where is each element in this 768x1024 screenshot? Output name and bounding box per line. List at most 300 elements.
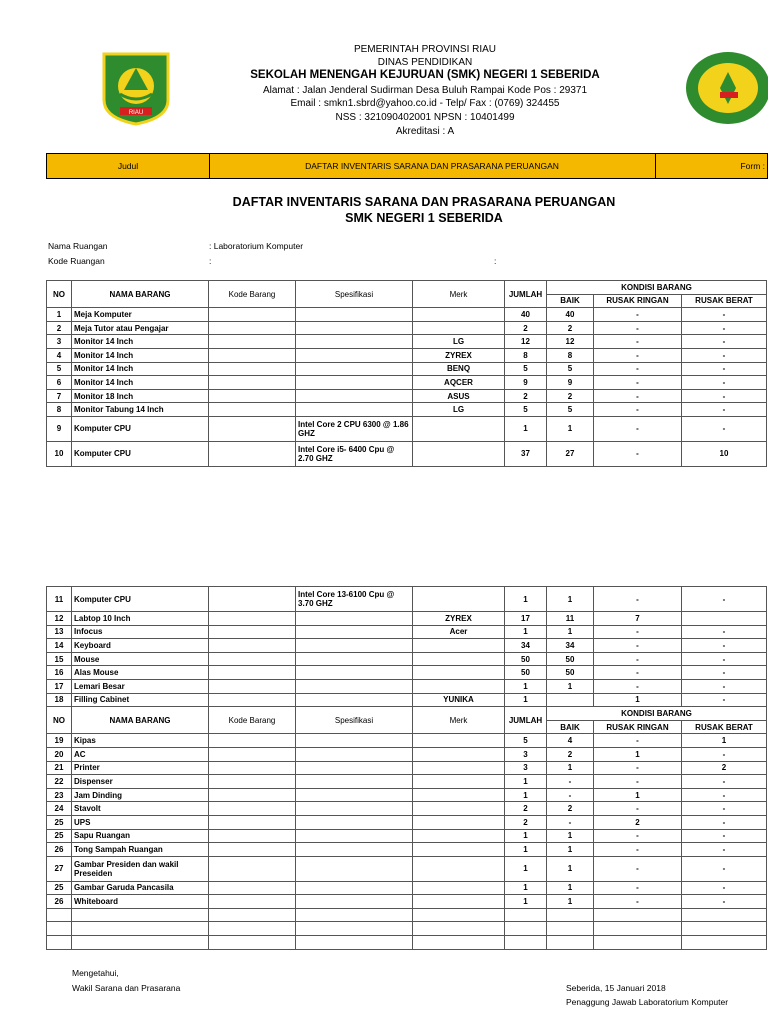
col-code: Kode Barang [209, 707, 296, 734]
row-item-code [209, 389, 296, 403]
row-brand [413, 788, 505, 802]
row-light-damage: 1 [594, 788, 682, 802]
row-brand: BENQ [413, 362, 505, 376]
inventory-table-1 [46, 280, 767, 467]
row-no: 21 [47, 761, 72, 775]
row-good: 5 [547, 362, 594, 376]
row-good: 2 [547, 747, 594, 761]
row-no: 20 [47, 747, 72, 761]
row-brand [413, 881, 505, 895]
row-qty: 5 [505, 362, 547, 376]
row-item-code [209, 693, 296, 707]
table-row [47, 802, 767, 816]
row-spec [296, 666, 413, 680]
row-qty: 1 [505, 693, 547, 707]
row-brand [413, 666, 505, 680]
row-light-damage [594, 922, 682, 936]
row-heavy-damage: - [682, 335, 767, 349]
row-spec [296, 843, 413, 857]
row-heavy-damage: - [682, 856, 767, 881]
row-good [547, 936, 594, 950]
row-light-damage: - [594, 881, 682, 895]
row-heavy-damage: - [682, 829, 767, 843]
row-good: 12 [547, 335, 594, 349]
row-light-damage: - [594, 403, 682, 417]
col-good: BAIK [547, 294, 594, 308]
table-row [47, 856, 767, 881]
row-item-code [209, 652, 296, 666]
row-heavy-damage [682, 612, 767, 626]
row-no: 6 [47, 376, 72, 390]
row-heavy-damage: - [682, 652, 767, 666]
row-good: 1 [547, 679, 594, 693]
row-item-name: Printer [72, 761, 209, 775]
band-form-label: Form : [740, 161, 765, 171]
col-light-damage: RUSAK RINGAN [594, 720, 682, 734]
row-qty: 1 [505, 829, 547, 843]
table-row [47, 843, 767, 857]
row-no: 5 [47, 362, 72, 376]
row-qty: 5 [505, 403, 547, 417]
room-name-value: : Laboratorium Komputer [209, 241, 304, 251]
row-spec [296, 693, 413, 707]
table-row [47, 335, 767, 349]
row-heavy-damage [682, 922, 767, 936]
place-date: Seberida, 15 Januari 2018 [566, 983, 666, 993]
row-heavy-damage: - [682, 802, 767, 816]
row-item-name: Monitor 14 Inch [72, 348, 209, 362]
row-item-name: Meja Komputer [72, 308, 209, 322]
table-row [47, 679, 767, 693]
row-brand: ZYREX [413, 348, 505, 362]
col-condition: KONDISI BARANG [547, 281, 767, 295]
row-item-code [209, 788, 296, 802]
table-row [47, 908, 767, 922]
row-good: - [547, 788, 594, 802]
school-address: Alamat : Jalan Jenderal Sudirman Desa Buluh Rampai Kode Pos : 29371 [262, 85, 588, 96]
row-heavy-damage: - [682, 376, 767, 390]
row-light-damage: 2 [594, 815, 682, 829]
row-brand [413, 652, 505, 666]
row-qty: 12 [505, 335, 547, 349]
row-brand [413, 829, 505, 843]
row-heavy-damage: - [682, 895, 767, 909]
row-item-name [72, 936, 209, 950]
row-item-name: Tong Sampah Ruangan [72, 843, 209, 857]
row-brand [413, 775, 505, 789]
row-good: 1 [547, 843, 594, 857]
row-item-code [209, 335, 296, 349]
row-item-name: Lemari Besar [72, 679, 209, 693]
row-spec [296, 922, 413, 936]
row-light-damage: - [594, 362, 682, 376]
row-light-damage: 7 [594, 612, 682, 626]
row-good: 2 [547, 321, 594, 335]
row-item-code [209, 843, 296, 857]
table-row [47, 922, 767, 936]
row-spec [296, 321, 413, 335]
row-item-name: UPS [72, 815, 209, 829]
row-item-code [209, 308, 296, 322]
row-item-code [209, 441, 296, 466]
row-brand: LG [413, 403, 505, 417]
row-item-name: Filling Cabinet [72, 693, 209, 707]
col-name: NAMA BARANG [72, 281, 209, 308]
row-item-code [209, 775, 296, 789]
row-brand: AQCER [413, 376, 505, 390]
row-qty: 1 [505, 587, 547, 612]
row-no: 19 [47, 734, 72, 748]
row-heavy-damage: - [682, 416, 767, 441]
col-brand: Merk [413, 281, 505, 308]
main-title: DAFTAR INVENTARIS SARANA DAN PRASARANA PERUANGAN [232, 195, 616, 209]
row-brand [413, 441, 505, 466]
row-spec [296, 761, 413, 775]
row-good: 1 [547, 416, 594, 441]
row-brand [413, 747, 505, 761]
row-item-code [209, 881, 296, 895]
row-brand [413, 587, 505, 612]
col-spec: Spesifikasi [296, 281, 413, 308]
row-good [547, 908, 594, 922]
room-code-extra: : [494, 256, 497, 266]
row-no: 7 [47, 389, 72, 403]
row-item-name: Mouse [72, 652, 209, 666]
row-good: 1 [547, 895, 594, 909]
row-no [47, 936, 72, 950]
row-qty: 1 [505, 843, 547, 857]
row-light-damage: - [594, 895, 682, 909]
row-heavy-damage: - [682, 843, 767, 857]
row-qty: 1 [505, 895, 547, 909]
row-spec [296, 802, 413, 816]
col-name: NAMA BARANG [72, 707, 209, 734]
row-spec [296, 895, 413, 909]
col-condition: KONDISI BARANG [547, 707, 767, 721]
row-item-name: Monitor 18 Inch [72, 389, 209, 403]
row-light-damage: - [594, 843, 682, 857]
row-item-name: Monitor Tabung 14 Inch [72, 403, 209, 417]
row-spec [296, 403, 413, 417]
row-spec [296, 652, 413, 666]
table-row [47, 666, 767, 680]
table-row [47, 936, 767, 950]
row-heavy-damage: 10 [682, 441, 767, 466]
row-item-name: Sapu Ruangan [72, 829, 209, 843]
table-row [47, 416, 767, 441]
row-good: 50 [547, 666, 594, 680]
row-good [547, 922, 594, 936]
row-item-name: Meja Tutor atau Pengajar [72, 321, 209, 335]
col-light-damage: RUSAK RINGAN [594, 294, 682, 308]
row-qty: 9 [505, 376, 547, 390]
row-light-damage: - [594, 734, 682, 748]
row-good: 34 [547, 639, 594, 653]
row-spec [296, 908, 413, 922]
table-row [47, 895, 767, 909]
row-qty [505, 922, 547, 936]
row-no [47, 908, 72, 922]
room-code-value: : [209, 256, 212, 266]
row-no: 18 [47, 693, 72, 707]
row-no: 24 [47, 802, 72, 816]
row-item-name: Gambar Garuda Pancasila [72, 881, 209, 895]
table-row [47, 775, 767, 789]
row-no: 22 [47, 775, 72, 789]
table-row [47, 587, 767, 612]
row-item-name: Labtop 10 Inch [72, 612, 209, 626]
row-item-code [209, 666, 296, 680]
row-qty: 1 [505, 881, 547, 895]
row-light-damage: - [594, 587, 682, 612]
row-qty: 8 [505, 348, 547, 362]
row-spec [296, 936, 413, 950]
row-qty: 1 [505, 679, 547, 693]
row-good: 8 [547, 348, 594, 362]
table-row [47, 389, 767, 403]
school-contact: Email : smkn1.sbrd@yahoo.co.id - Telp/ Fax : (0769) 324455 [290, 98, 560, 109]
row-spec: Intel Core 2 CPU 6300 @ 1.86 GHZ [296, 416, 413, 441]
row-no: 9 [47, 416, 72, 441]
row-no [47, 922, 72, 936]
row-brand [413, 908, 505, 922]
row-heavy-damage: - [682, 639, 767, 653]
row-heavy-damage: 2 [682, 761, 767, 775]
row-qty: 5 [505, 734, 547, 748]
row-good: 27 [547, 441, 594, 466]
table-row [47, 441, 767, 466]
row-qty: 1 [505, 416, 547, 441]
row-item-code [209, 612, 296, 626]
accreditation: Akreditasi : A [395, 126, 455, 137]
table-row [47, 881, 767, 895]
row-good: 2 [547, 802, 594, 816]
row-item-code [209, 829, 296, 843]
row-spec [296, 815, 413, 829]
row-brand: YUNIKA [413, 693, 505, 707]
row-qty [505, 936, 547, 950]
row-brand [413, 856, 505, 881]
row-item-name: Komputer CPU [72, 441, 209, 466]
row-brand [413, 761, 505, 775]
lab-responsible-title: Penaggung Jawab Laboratorium Komputer [566, 997, 729, 1007]
row-item-name: Dispenser [72, 775, 209, 789]
row-no: 15 [47, 652, 72, 666]
row-light-damage: - [594, 416, 682, 441]
department-name: DINAS PENDIDIKAN [377, 57, 473, 68]
vice-principal-title: Wakil Sarana dan Prasarana [72, 983, 181, 993]
row-no: 17 [47, 679, 72, 693]
room-code-label: Kode Ruangan [48, 256, 105, 266]
row-item-name: Monitor 14 Inch [72, 362, 209, 376]
col-heavy-damage: RUSAK BERAT [682, 720, 767, 734]
table-row [47, 625, 767, 639]
row-heavy-damage: - [682, 362, 767, 376]
row-no: 27 [47, 856, 72, 881]
row-good: 1 [547, 856, 594, 881]
row-item-code [209, 403, 296, 417]
row-heavy-damage: - [682, 321, 767, 335]
row-light-damage: - [594, 335, 682, 349]
row-no: 16 [47, 666, 72, 680]
row-heavy-damage: 1 [682, 734, 767, 748]
col-no: NO [47, 281, 72, 308]
table-row [47, 693, 767, 707]
row-item-code [209, 815, 296, 829]
row-good: 1 [547, 625, 594, 639]
row-item-code [209, 416, 296, 441]
inventory-table-2 [46, 586, 767, 950]
row-light-damage: 1 [594, 693, 682, 707]
row-heavy-damage: - [682, 693, 767, 707]
row-spec [296, 348, 413, 362]
row-spec [296, 389, 413, 403]
row-brand [413, 679, 505, 693]
row-item-code [209, 679, 296, 693]
row-item-name: AC [72, 747, 209, 761]
row-no: 10 [47, 441, 72, 466]
row-no: 12 [47, 612, 72, 626]
row-brand: Acer [413, 625, 505, 639]
col-qty: JUMLAH [505, 281, 547, 308]
row-brand: ASUS [413, 389, 505, 403]
row-brand: LG [413, 335, 505, 349]
row-light-damage: - [594, 625, 682, 639]
col-code: Kode Barang [209, 281, 296, 308]
table-row [47, 788, 767, 802]
row-spec [296, 639, 413, 653]
row-heavy-damage: - [682, 625, 767, 639]
row-heavy-damage [682, 936, 767, 950]
row-heavy-damage: - [682, 389, 767, 403]
row-item-name: Alas Mouse [72, 666, 209, 680]
row-heavy-damage: - [682, 308, 767, 322]
row-spec [296, 679, 413, 693]
row-item-name: Infocus [72, 625, 209, 639]
row-qty: 2 [505, 321, 547, 335]
row-light-damage: - [594, 376, 682, 390]
row-light-damage: - [594, 802, 682, 816]
row-brand [413, 802, 505, 816]
row-brand [413, 308, 505, 322]
row-item-code [209, 639, 296, 653]
row-heavy-damage: - [682, 348, 767, 362]
row-no: 1 [47, 308, 72, 322]
row-heavy-damage [682, 908, 767, 922]
row-qty: 1 [505, 775, 547, 789]
riau-province-logo [100, 50, 172, 126]
col-heavy-damage: RUSAK BERAT [682, 294, 767, 308]
row-light-damage: - [594, 441, 682, 466]
row-qty: 3 [505, 747, 547, 761]
row-heavy-damage: - [682, 788, 767, 802]
row-light-damage [594, 936, 682, 950]
row-spec [296, 747, 413, 761]
row-brand [413, 843, 505, 857]
row-no: 8 [47, 403, 72, 417]
row-item-name: Monitor 14 Inch [72, 335, 209, 349]
col-brand: Merk [413, 707, 505, 734]
row-light-damage: - [594, 856, 682, 881]
table-row [47, 362, 767, 376]
row-qty: 17 [505, 612, 547, 626]
row-brand [413, 936, 505, 950]
row-item-name: Whiteboard [72, 895, 209, 909]
band-title: DAFTAR INVENTARIS SARANA DAN PRASARANA PERUANGAN [209, 154, 656, 178]
logo-left-label: RIAU [128, 110, 144, 116]
row-no: 13 [47, 625, 72, 639]
row-qty: 2 [505, 389, 547, 403]
row-heavy-damage: - [682, 747, 767, 761]
row-heavy-damage: - [682, 587, 767, 612]
row-good: 50 [547, 652, 594, 666]
row-qty: 50 [505, 652, 547, 666]
row-good: 11 [547, 612, 594, 626]
row-spec: Intel Core 13-6100 Cpu @ 3.70 GHZ [296, 587, 413, 612]
row-heavy-damage: - [682, 775, 767, 789]
col-good: BAIK [547, 720, 594, 734]
acknowledged-label: Mengetahui, [72, 968, 119, 978]
row-item-code [209, 761, 296, 775]
room-name-label: Nama Ruangan [48, 241, 108, 251]
col-spec: Spesifikasi [296, 707, 413, 734]
row-good: - [547, 775, 594, 789]
col-qty: JUMLAH [505, 707, 547, 734]
row-item-name: Jam Dinding [72, 788, 209, 802]
row-item-code [209, 802, 296, 816]
row-no: 25 [47, 881, 72, 895]
table-row [47, 829, 767, 843]
row-item-code [209, 376, 296, 390]
row-no: 2 [47, 321, 72, 335]
row-item-code [209, 362, 296, 376]
row-item-name: Komputer CPU [72, 587, 209, 612]
row-good: 4 [547, 734, 594, 748]
row-heavy-damage: - [682, 815, 767, 829]
row-spec [296, 376, 413, 390]
col-no: NO [47, 707, 72, 734]
row-spec [296, 829, 413, 843]
row-light-damage: - [594, 652, 682, 666]
table-row [47, 652, 767, 666]
row-light-damage: - [594, 308, 682, 322]
row-qty [505, 908, 547, 922]
row-spec [296, 308, 413, 322]
row-qty: 1 [505, 625, 547, 639]
row-light-damage: - [594, 639, 682, 653]
row-item-name: Gambar Presiden dan wakil Preseiden [72, 856, 209, 881]
row-brand [413, 321, 505, 335]
row-good: 2 [547, 389, 594, 403]
table-row [47, 348, 767, 362]
row-light-damage [594, 908, 682, 922]
row-no: 26 [47, 843, 72, 857]
row-brand [413, 639, 505, 653]
row-item-name [72, 908, 209, 922]
row-qty: 1 [505, 856, 547, 881]
row-item-name: Monitor 14 Inch [72, 376, 209, 390]
row-brand [413, 922, 505, 936]
table-row [47, 321, 767, 335]
row-good: 1 [547, 587, 594, 612]
row-light-damage: - [594, 666, 682, 680]
school-ids: NSS : 321090402001 NPSN : 10401499 [335, 112, 515, 123]
document-title-band [46, 153, 768, 179]
row-light-damage: - [594, 321, 682, 335]
row-good: 1 [547, 829, 594, 843]
row-qty: 37 [505, 441, 547, 466]
row-brand [413, 895, 505, 909]
